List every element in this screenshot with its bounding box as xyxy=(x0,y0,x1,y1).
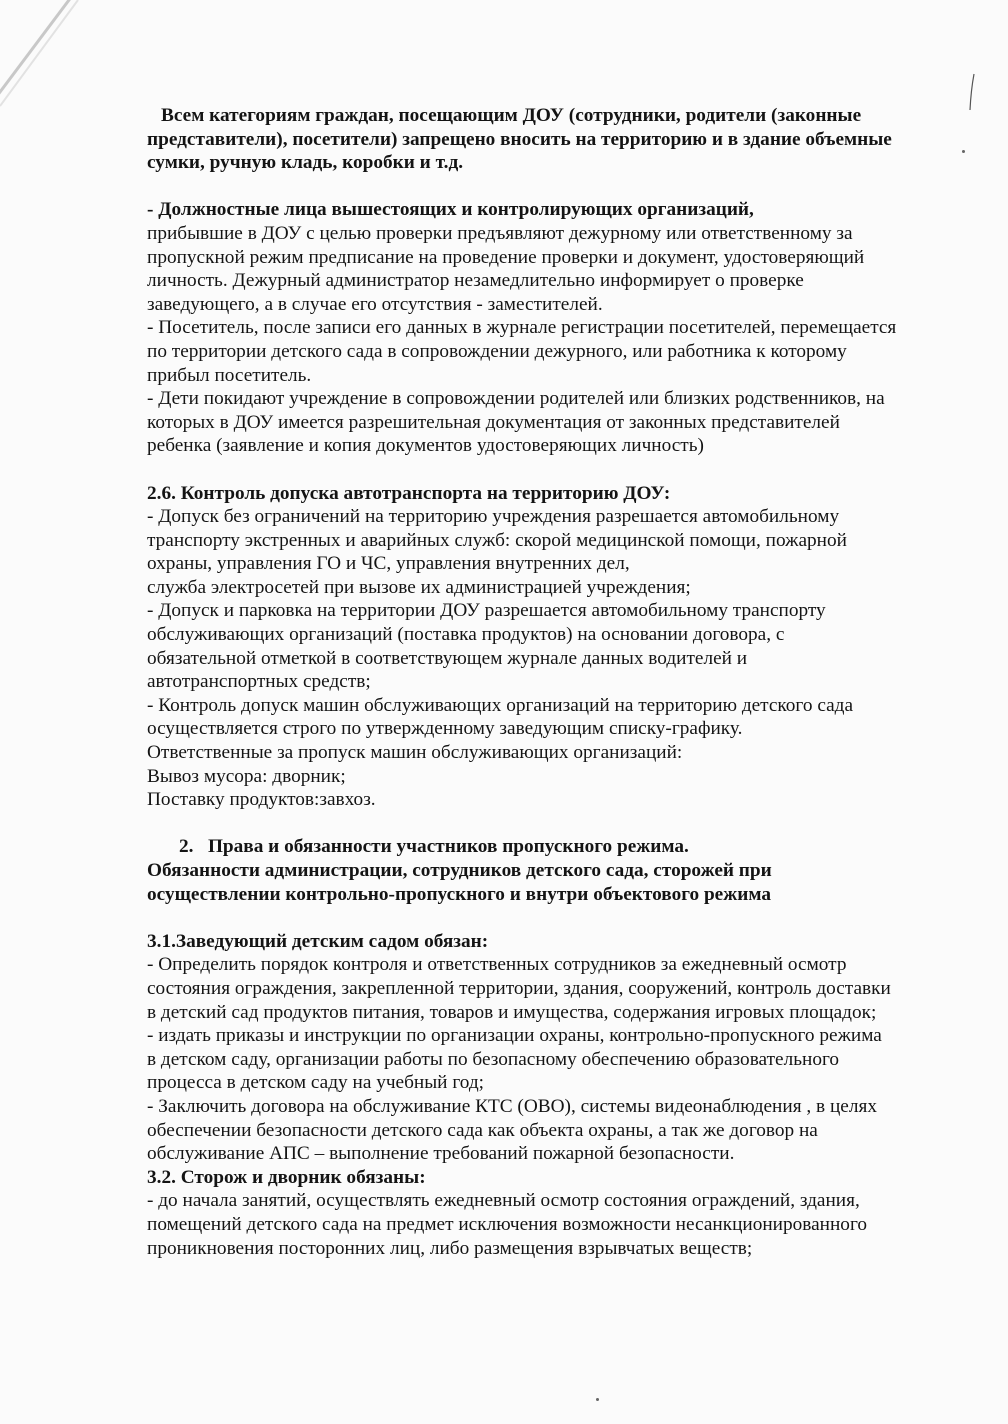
text-line: - Заключить договора на обслуживание КТС (ОВО), системы видеонаблюдения , в целях xyxy=(147,1095,877,1117)
section-heading: 3.1.Заведующий детским садом обязан: xyxy=(147,930,489,952)
intro-line: сумки, ручную кладь, коробки и т.д. xyxy=(147,152,464,174)
officials-paragraph xyxy=(147,198,962,458)
intro-line: Всем категориям граждан, посещающим ДОУ (сотрудники, родители (законные xyxy=(161,105,862,126)
text-line: - Допуск и парковка на территории ДОУ разрешается автомобильному транспорту xyxy=(147,600,826,622)
text-line: - Контроль допуск машин обслуживающих организаций на территорию детского сада xyxy=(147,694,854,716)
text-line: Поставку продуктов:завхоз. xyxy=(147,789,376,811)
text-line: - Допуск без ограничений на территорию учреждения разрешается автомобильному xyxy=(147,506,840,528)
text-line: проникновения посторонних лиц, либо размещения взрывчатых веществ; xyxy=(147,1237,753,1259)
section-3-2 xyxy=(147,1166,962,1260)
text-line: прибывшие в ДОУ с целью проверки предъявляют дежурному или ответственному за xyxy=(147,222,853,244)
section-2-6 xyxy=(147,482,962,812)
text-line: - издать приказы и инструкции по организации охраны, контрольно-пропускного режима xyxy=(147,1025,882,1047)
scan-edge-mark xyxy=(0,0,134,116)
text-line: в детском саду, организации работы по безопасному обеспечению образовательного xyxy=(147,1048,840,1070)
text-line: Ответственные за пропуск машин обслуживающих организаций: xyxy=(147,742,683,764)
text-line: обязательной отметкой в соответствующем журнале данных водителей и xyxy=(147,647,748,669)
officials-heading: - Должностные лица вышестоящих и контролирующих организаций, xyxy=(147,199,754,221)
section-3-1 xyxy=(147,930,962,1166)
text-line: состояния ограждения, закрепленной территории, здания, сооружений, контроль доставки xyxy=(147,977,891,999)
text-line: охраны, управления ГО и ЧС, управления внутренних дел, xyxy=(147,553,630,575)
section-title xyxy=(147,835,962,859)
text-line: процесса в детском саду на учебный год; xyxy=(147,1072,484,1094)
text-line: обслуживание АПС – выполнение требований пожарной безопасности. xyxy=(147,1143,735,1165)
document-body xyxy=(147,104,962,1260)
text-line: обслуживающих организаций (поставка продуктов) на основании договора, с xyxy=(147,624,785,646)
text-line: в детский сад продуктов питания, товаров и имущества, содержания игровых площадок; xyxy=(147,1001,877,1023)
intro-line: представители), посетители) запрещено вносить на территорию и в здание объемные xyxy=(147,128,892,150)
section-subtitle: осуществлении контрольно-пропускного и внутри объектового режима xyxy=(147,883,771,905)
text-line: обеспечении безопасности детского сада как объекта охраны, а так же договор на xyxy=(147,1119,818,1141)
text-line: - Посетитель, после записи его данных в журнале регистрации посетителей, перемещается xyxy=(147,317,897,339)
text-line: заведующего, а в случае его отсутствия - заместителей. xyxy=(147,293,603,315)
intro-paragraph xyxy=(147,104,962,175)
text-line: Вывоз мусора: дворник; xyxy=(147,765,346,787)
section-number: 2. xyxy=(179,836,194,858)
pen-mark xyxy=(968,72,976,112)
section-heading: 2.6. Контроль допуска автотранспорта на территорию ДОУ: xyxy=(147,482,671,504)
text-line: прибыл посетитель. xyxy=(147,364,312,386)
section-2 xyxy=(147,835,962,906)
text-line: личность. Дежурный администратор незамедлительно информирует о проверке xyxy=(147,270,804,292)
text-line: служба электросетей при вызове их администрацией учреждения; xyxy=(147,576,691,598)
text-line: автотранспортных средств; xyxy=(147,671,371,693)
section-title-text: Права и обязанности участников пропускного режима. xyxy=(207,836,689,858)
text-line: пропускной режим предписание на проведение проверки и документ, удостоверяющий xyxy=(147,246,865,268)
section-heading: 3.2. Сторож и дворник обязаны: xyxy=(147,1166,426,1188)
text-line: помещений детского сада на предмет исключения возможности несанкционированного xyxy=(147,1213,868,1235)
text-line: по территории детского сада в сопровождении дежурного, или работника к которому xyxy=(147,340,847,362)
text-line: - Определить порядок контроля и ответственных сотрудников за ежедневный осмотр xyxy=(147,954,847,976)
text-line: - до начала занятий, осуществлять ежедневный осмотр состояния ограждений, здания, xyxy=(147,1190,860,1212)
scan-speck xyxy=(962,150,965,153)
section-subtitle: Обязанности администрации, сотрудников детского сада, сторожей при xyxy=(147,860,772,881)
text-line: осуществляется строго по утвержденному заведующим списку-графику. xyxy=(147,718,743,740)
text-line: - Дети покидают учреждение в сопровождении родителей или близких родственников, на xyxy=(147,388,885,410)
text-line: ребенка (заявление и копия документов удостоверяющих личность) xyxy=(147,435,704,457)
text-line: транспорту экстренных и аварийных служб: скорой медицинской помощи, пожарной xyxy=(147,529,847,551)
text-line: которых в ДОУ имеется разрешительная документация от законных представителей xyxy=(147,411,840,433)
scan-speck xyxy=(596,1398,599,1401)
